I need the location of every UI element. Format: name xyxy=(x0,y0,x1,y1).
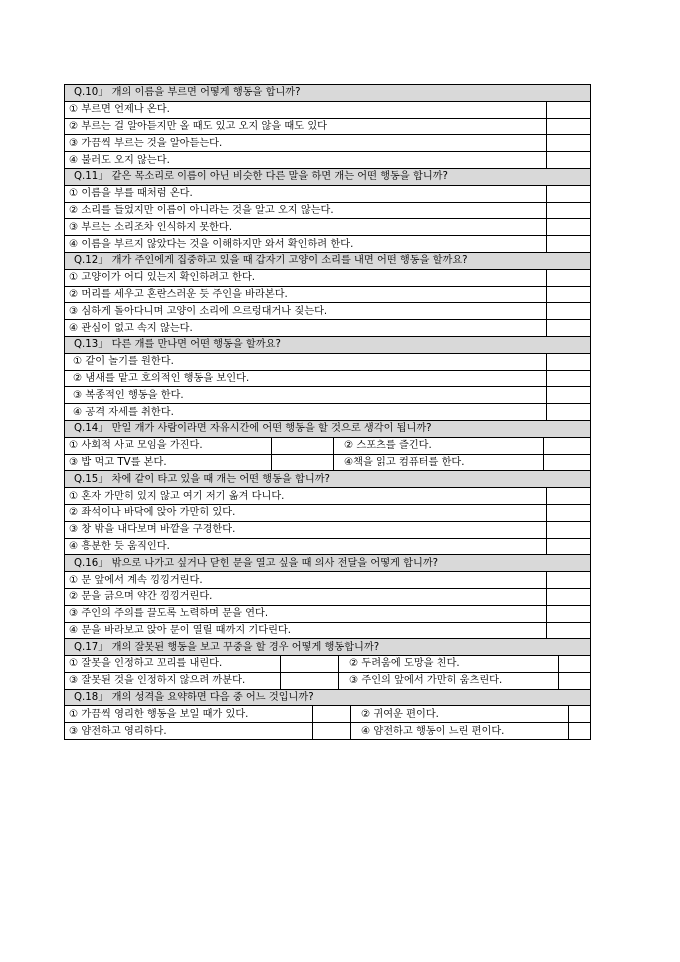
question-block-12 xyxy=(64,252,591,337)
option-text: ① 고양이가 어디 있는지 확인하려고 한다. xyxy=(65,269,547,286)
option-row xyxy=(65,236,591,253)
question-block-11 xyxy=(64,168,591,253)
option-row xyxy=(65,219,591,236)
option-row xyxy=(65,320,591,337)
answer-box[interactable] xyxy=(547,269,591,286)
option-text: ② 두려움에 도망을 친다. xyxy=(339,656,559,673)
option-row xyxy=(65,437,591,454)
question-header: Q.16」 밖으로 나가고 싶거나 닫힌 문을 열고 싶을 때 의사 전달을 어떻게 합니까? xyxy=(65,555,591,572)
answer-box[interactable] xyxy=(547,353,591,370)
option-row xyxy=(65,370,591,387)
answer-box[interactable] xyxy=(547,404,591,421)
option-text: ③ 얌전하고 영리하다. xyxy=(65,723,313,740)
option-text: ④ 공격 자세를 취한다. xyxy=(65,404,547,421)
question-header: Q.14」 만일 개가 사람이라면 자유시간에 어떤 행동을 할 것으로 생각이 됩니까? xyxy=(65,420,591,437)
answer-box[interactable] xyxy=(547,488,591,505)
option-text: ① 혼자 가만히 있지 않고 여기 저기 옮겨 다니다. xyxy=(65,488,547,505)
option-row xyxy=(65,269,591,286)
option-text: ④책을 읽고 컴퓨터를 한다. xyxy=(334,454,544,471)
option-row xyxy=(65,723,591,740)
option-text: ② 부르는 걸 알아듣지만 올 때도 있고 오지 않을 때도 있다 xyxy=(65,118,547,135)
option-row xyxy=(65,353,591,370)
option-text: ② 귀여운 편이다. xyxy=(351,706,569,723)
answer-box[interactable] xyxy=(272,437,334,454)
answer-box[interactable] xyxy=(547,236,591,253)
option-text: ③ 창 밖을 내다보며 바깥을 구경한다. xyxy=(65,521,547,538)
option-text: ① 부르면 언제나 온다. xyxy=(65,101,547,118)
option-text: ① 문 앞에서 계속 낑낑거린다. xyxy=(65,572,547,589)
option-text: ③ 잘못된 것을 인정하지 않으려 까분다. xyxy=(65,672,281,689)
option-text: ② 문을 긁으며 약간 낑낑거린다. xyxy=(65,588,547,605)
option-row xyxy=(65,118,591,135)
question-header: Q.12」 개가 주인에게 집중하고 있을 때 갑자기 고양이 소리를 내면 어떤 행동을 할까요? xyxy=(65,252,591,269)
option-text: ④ 얌전하고 행동이 느린 편이다. xyxy=(351,723,569,740)
option-row xyxy=(65,588,591,605)
question-block-10 xyxy=(64,84,591,169)
question-block-14 xyxy=(64,420,591,471)
option-row xyxy=(65,454,591,471)
answer-box[interactable] xyxy=(313,723,351,740)
option-row xyxy=(65,404,591,421)
answer-box[interactable] xyxy=(569,706,591,723)
answer-box[interactable] xyxy=(544,454,591,471)
option-text: ② 소리를 들었지만 이름이 아니라는 것을 알고 오지 않는다. xyxy=(65,202,547,219)
answer-box[interactable] xyxy=(281,672,339,689)
answer-box[interactable] xyxy=(547,152,591,169)
option-row xyxy=(65,706,591,723)
option-row xyxy=(65,521,591,538)
option-row xyxy=(65,672,591,689)
option-row xyxy=(65,101,591,118)
answer-box[interactable] xyxy=(547,101,591,118)
answer-box[interactable] xyxy=(313,706,351,723)
answer-box[interactable] xyxy=(547,588,591,605)
option-row xyxy=(65,286,591,303)
option-text: ④ 관심이 없고 속지 않는다. xyxy=(65,320,547,337)
answer-box[interactable] xyxy=(547,538,591,555)
question-header: Q.13」 다른 개를 만나면 어떤 행동을 할까요? xyxy=(65,336,591,353)
answer-box[interactable] xyxy=(547,605,591,622)
option-row xyxy=(65,488,591,505)
question-block-13 xyxy=(64,336,591,421)
answer-box[interactable] xyxy=(272,454,334,471)
option-text: ② 스포츠를 즐긴다. xyxy=(334,437,544,454)
answer-box[interactable] xyxy=(281,656,339,673)
option-text: ③ 밥 먹고 TV를 본다. xyxy=(65,454,272,471)
question-block-15 xyxy=(64,470,591,555)
option-row xyxy=(65,656,591,673)
questionnaire-sheet xyxy=(64,84,590,740)
question-header: Q.15」 차에 같이 타고 있을 때 개는 어떤 행동을 합니까? xyxy=(65,471,591,488)
option-text: ③ 복종적인 행동을 한다. xyxy=(65,387,547,404)
question-block-18 xyxy=(64,689,591,740)
answer-box[interactable] xyxy=(559,672,591,689)
answer-box[interactable] xyxy=(547,118,591,135)
answer-box[interactable] xyxy=(547,202,591,219)
option-row xyxy=(65,605,591,622)
question-header: Q.17」 개의 잘못된 행동을 보고 꾸중을 할 경우 어떻게 행동합니까? xyxy=(65,639,591,656)
option-text: ② 냄새를 맡고 호의적인 행동을 보인다. xyxy=(65,370,547,387)
answer-box[interactable] xyxy=(547,521,591,538)
answer-box[interactable] xyxy=(547,303,591,320)
option-text: ② 좌석이나 바닥에 앉아 가만히 있다. xyxy=(65,504,547,521)
question-block-17 xyxy=(64,638,591,689)
option-text: ① 이름을 부를 때처럼 온다. xyxy=(65,185,547,202)
answer-box[interactable] xyxy=(544,437,591,454)
answer-box[interactable] xyxy=(559,656,591,673)
answer-box[interactable] xyxy=(547,286,591,303)
answer-box[interactable] xyxy=(547,370,591,387)
option-text: ① 사회적 사교 모임을 가진다. xyxy=(65,437,272,454)
question-block-16 xyxy=(64,554,591,639)
option-text: ③ 주인의 주의를 끌도록 노력하며 문을 연다. xyxy=(65,605,547,622)
option-row xyxy=(65,387,591,404)
option-text: ③ 부르는 소리조차 인식하지 못한다. xyxy=(65,219,547,236)
question-header: Q.18」 개의 성격을 요약하면 다음 중 어느 것입니까? xyxy=(65,689,591,706)
question-header: Q.10」 개의 이름을 부르면 어떻게 행동을 합니까? xyxy=(65,85,591,102)
option-text: ① 같이 놀기를 원한다. xyxy=(65,353,547,370)
answer-box[interactable] xyxy=(547,572,591,589)
option-row xyxy=(65,303,591,320)
option-text: ③ 심하게 돌아다니며 고양이 소리에 으르렁대거나 짖는다. xyxy=(65,303,547,320)
option-text: ② 머리를 세우고 혼란스러운 듯 주인을 바라본다. xyxy=(65,286,547,303)
answer-box[interactable] xyxy=(547,219,591,236)
option-row xyxy=(65,152,591,169)
option-text: ① 잘못을 인정하고 꼬리를 내린다. xyxy=(65,656,281,673)
option-row xyxy=(65,504,591,521)
option-text: ① 가끔씩 영리한 행동을 보일 때가 있다. xyxy=(65,706,313,723)
option-row xyxy=(65,135,591,152)
answer-box[interactable] xyxy=(547,320,591,337)
option-text: ③ 주인의 앞에서 가만히 움츠린다. xyxy=(339,672,559,689)
option-text: ④ 흥분한 듯 움직인다. xyxy=(65,538,547,555)
answer-box[interactable] xyxy=(547,622,591,639)
option-row xyxy=(65,185,591,202)
option-text: ④ 불러도 오지 않는다. xyxy=(65,152,547,169)
answer-box[interactable] xyxy=(569,723,591,740)
question-header: Q.11」 같은 목소리로 이름이 아닌 비슷한 다른 말을 하면 개는 어떤 행동을 합니까? xyxy=(65,168,591,185)
answer-box[interactable] xyxy=(547,135,591,152)
option-row xyxy=(65,538,591,555)
answer-box[interactable] xyxy=(547,185,591,202)
answer-box[interactable] xyxy=(547,504,591,521)
option-row xyxy=(65,622,591,639)
option-text: ③ 가끔씩 부르는 것을 알아듣는다. xyxy=(65,135,547,152)
option-text: ④ 이름을 부르지 않았다는 것을 이해하지만 와서 확인하려 한다. xyxy=(65,236,547,253)
option-row xyxy=(65,572,591,589)
option-text: ④ 문을 바라보고 앉아 문이 열릴 때까지 기다린다. xyxy=(65,622,547,639)
answer-box[interactable] xyxy=(547,387,591,404)
option-row xyxy=(65,202,591,219)
